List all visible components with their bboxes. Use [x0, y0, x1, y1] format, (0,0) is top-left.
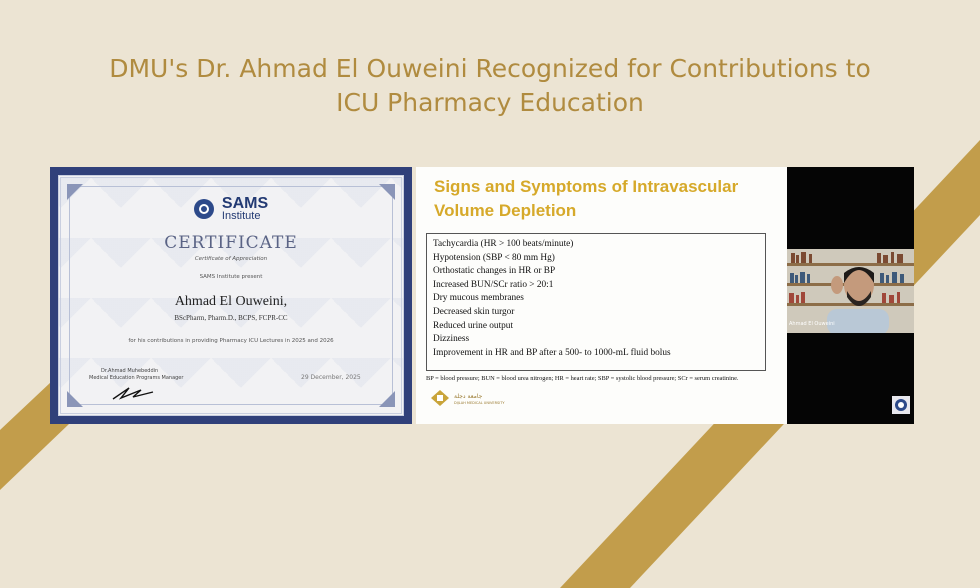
list-item: Hypotension (SBP < 80 mm Hg)	[433, 252, 555, 263]
headline-line-2: ICU Pharmacy Education	[336, 88, 644, 117]
certificate-title: CERTIFICATE	[164, 233, 298, 253]
university-name-english: DIJLAH MEDICAL UNIVERSITY	[454, 401, 505, 405]
list-item: Decreased skin turgor	[433, 306, 515, 317]
signatory-name: Dr.Ahmad Muhebeddin	[101, 368, 159, 374]
signature-icon	[111, 384, 155, 402]
headline-line-1: DMU's Dr. Ahmad El Ouweini Recognized for Contributions to	[109, 54, 871, 83]
lecture-slide	[416, 167, 787, 424]
sams-logo	[61, 196, 401, 222]
sams-globe-icon	[194, 199, 214, 219]
certificate-image	[50, 167, 412, 424]
slide-title	[434, 175, 774, 223]
logo-line-1: SAMS	[221, 195, 269, 212]
certificate-date: 29 December, 2025	[301, 374, 361, 381]
participant-webcam	[787, 249, 914, 333]
list-item: Tachycardia (HR > 100 beats/minute)	[433, 239, 574, 249]
slide-footnote: BP = blood pressure; BUN = blood urea nitrogen; HR = heart rate; SBP = systolic blood pressure; SCr = serum creatinine.	[426, 375, 739, 382]
video-call-panel	[787, 167, 914, 424]
university-logo-icon	[430, 389, 450, 407]
list-item: Dizziness	[433, 334, 470, 345]
symptom-list	[426, 233, 766, 371]
page-headline	[0, 52, 980, 120]
university-name-arabic: جامعة دجلة	[454, 393, 483, 400]
list-item: Improvement in HR and BP after a 500- to 1000-mL fluid bolus	[433, 347, 671, 358]
university-logo-text	[454, 393, 505, 407]
slide-title-line-1: Signs and Symptoms of Intravascular	[434, 177, 739, 196]
list-item: Reduced urine output	[433, 320, 514, 331]
corner-ornament-icon	[377, 389, 397, 409]
list-item: Increased BUN/SCr ratio > 20:1	[433, 279, 554, 290]
certificate-body	[58, 175, 404, 416]
list-item: Orthostatic changes in HR or BP	[433, 266, 556, 277]
certificate-contribution: for his contributions in providing Pharmacy ICU Lectures in 2025 and 2026	[128, 338, 334, 344]
logo-line-2: Institute	[221, 210, 261, 222]
certificate-presented-by: SAMS Institute present	[199, 274, 263, 280]
sams-badge-icon	[892, 396, 910, 414]
slide-title-line-2: Volume Depletion	[434, 201, 577, 220]
list-item: Dry mucous membranes	[433, 293, 524, 304]
corner-ornament-icon	[65, 389, 85, 409]
certificate-subtitle: Certificate of Appreciation	[194, 256, 268, 262]
signatory-title: Medical Education Programs Manager	[89, 375, 184, 381]
certificate-recipient: Ahmad El Ouweini,	[174, 294, 288, 309]
certificate-credentials: BScPharm, Pharm.D., BCPS, FCPR-CC	[174, 314, 288, 322]
participant-label: Ahmad El Ouweini	[789, 321, 835, 327]
